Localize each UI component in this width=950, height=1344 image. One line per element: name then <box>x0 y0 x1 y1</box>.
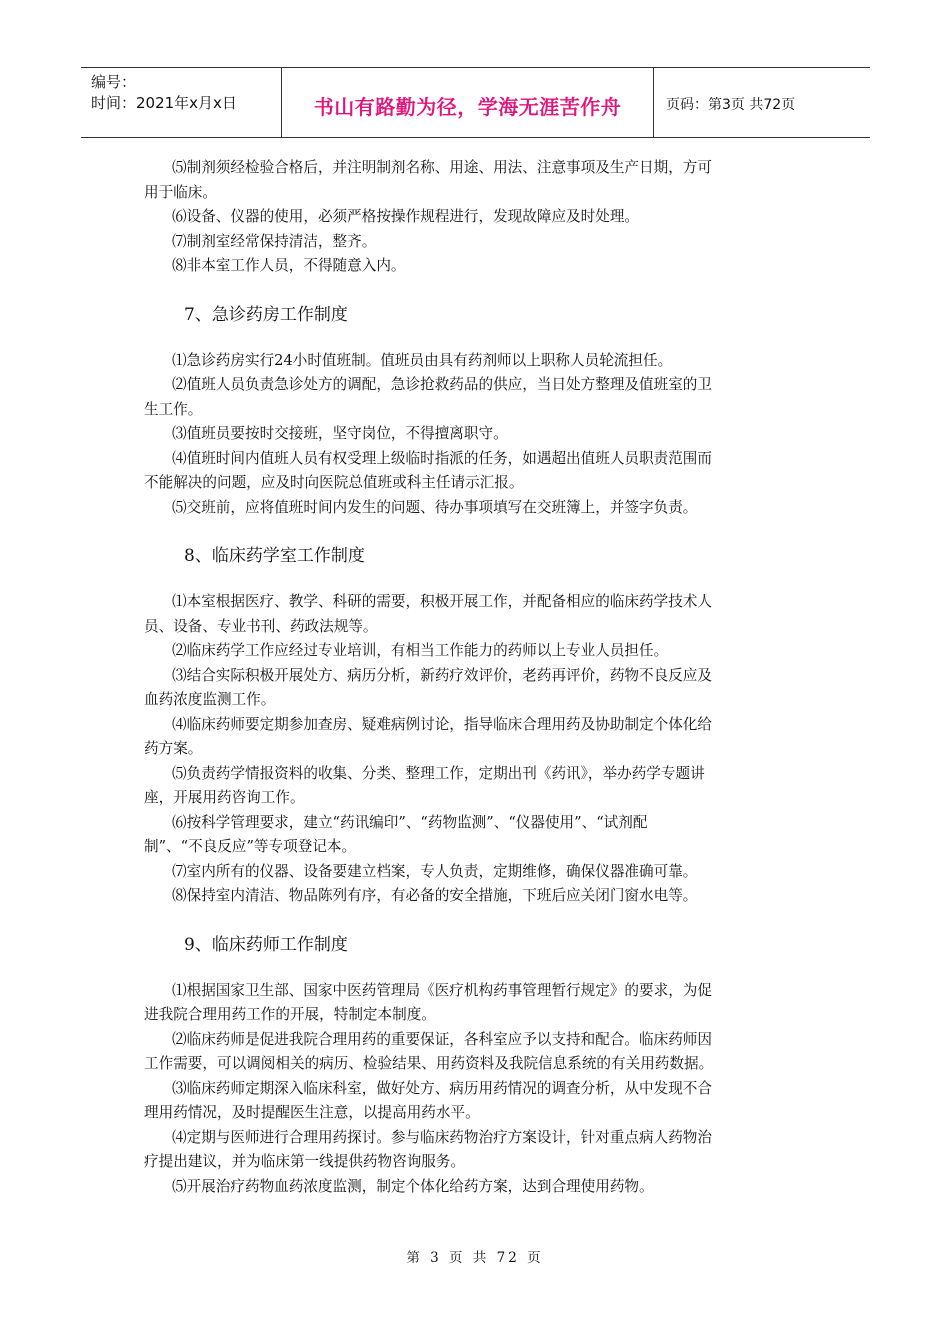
item-line: ⑻非本室工作人员，不得随意入内。 <box>172 257 406 274</box>
list-item <box>144 1126 812 1175</box>
page-footer: 第 3 页 共 72 页 <box>406 1250 544 1266</box>
list-item <box>144 1077 812 1126</box>
item-line: ⑴急诊药房实行24小时值班制。值班员由具有药剂师以上职称人员轮流担任。 <box>172 351 673 369</box>
item-continuation-line: 制”、“不良反应”等专项登记本。 <box>144 838 357 855</box>
list-item <box>144 373 812 422</box>
item-line: ⑵临床药师是促进我院合理用药的重要保证，各科室应予以支持和配合。临床药师因 <box>172 1030 712 1048</box>
item-continuation-line: 理用药情况，及时提醒医生注意，以提高用药水平。 <box>144 1104 480 1121</box>
list-item <box>172 205 812 230</box>
header-page-label: 页码：第3页 共72页 <box>666 96 796 113</box>
item-line: ⑸负责药学情报资料的收集、分类、整理工作，定期出刊《药讯》，举办药学专题讲 <box>172 764 705 782</box>
document-number-label: 编号： <box>91 73 137 91</box>
list-item <box>172 860 812 885</box>
list-item <box>144 713 812 762</box>
item-line: ⑸开展治疗药物血药浓度监测，制定个体化给药方案，达到合理使用药物。 <box>172 1177 654 1195</box>
item-continuation-line: 员、设备、专业书刊、药政法规等。 <box>144 617 378 635</box>
list-item <box>172 884 812 909</box>
list-item <box>144 590 812 639</box>
list-item <box>144 762 812 811</box>
section-heading: 8、临床药学室工作制度 <box>184 546 365 566</box>
page-header <box>81 67 870 138</box>
item-line: ⑺制剂室经常保持清洁，整齐。 <box>172 232 377 250</box>
item-line: ⑻保持室内清洁、物品陈列有序，有必备的安全措施，下班后应关闭门窗水电等。 <box>172 887 698 904</box>
item-line: ⑷值班时间内值班人员有权受理上级临时指派的任务，如遇超出值班人员职责范围而 <box>172 449 712 467</box>
section-heading: 7、急诊药房工作制度 <box>184 304 348 325</box>
item-line: ⑹按科学管理要求，建立“药讯编印”、“药物监测”、“仪器使用”、“试剂配 <box>172 813 648 831</box>
item-line: ⑵临床药学工作应经过专业培训，有相当工作能力的药师以上专业人员担任。 <box>172 642 669 659</box>
item-continuation-line: 疗提出建议，并为临床第一线提供药物咨询服务。 <box>144 1153 466 1170</box>
document-time-label: 时间：2021年x月x日 <box>91 94 237 112</box>
header-motto-cell <box>282 68 654 137</box>
item-continuation-line: 工作需要，可以调阅相关的病历、检验结果、用药资料及我院信息系统的有关用药数据。 <box>144 1055 714 1072</box>
section-heading: 9、临床药师工作制度 <box>184 934 348 955</box>
header-meta <box>81 68 282 137</box>
list-item <box>172 1175 812 1200</box>
list-item <box>172 230 812 255</box>
list-item <box>144 156 812 205</box>
item-line: ⑶结合实际积极开展处方、病历分析，新药疗效评价，老药再评价，药物不良反应及 <box>172 666 712 684</box>
item-line: ⑸交班前，应将值班时间内发生的问题、待办事项填写在交班簿上，并签字负责。 <box>172 498 698 516</box>
item-line: ⑺室内所有的仪器、设备要建立档案，专人负责，定期维修，确保仪器准确可靠。 <box>172 862 698 880</box>
item-continuation-line: 生工作。 <box>144 400 203 418</box>
item-continuation-line: 药方案。 <box>144 740 203 757</box>
item-line: ⑷临床药师要定期参加查房、疑难病例讨论，指导临床合理用药及协助制定个体化给 <box>172 715 712 733</box>
item-line: ⑵值班人员负责急诊处方的调配，急诊抢救药品的供应，当日处方整理及值班室的卫 <box>172 376 712 393</box>
header-motto: 书山有路勤为径，学海无涯苦作舟 <box>313 95 622 119</box>
list-item <box>144 447 812 496</box>
header-page-cell <box>654 68 870 137</box>
list-item <box>144 811 812 860</box>
list-item <box>144 1028 812 1077</box>
item-continuation-line: 座，开展用药咨询工作。 <box>144 789 305 806</box>
list-item <box>172 349 812 374</box>
item-line: ⑸制剂须经检验合格后，并注明制剂名称、用途、用法、注意事项及生产日期，方可 <box>172 159 712 176</box>
item-line: ⑶值班员要按时交接班，坚守岗位，不得擅离职守。 <box>172 425 508 442</box>
list-item <box>172 639 812 664</box>
item-line: ⑹设备、仪器的使用，必须严格按操作规程进行，发现故障应及时处理。 <box>172 208 640 225</box>
list-item <box>172 422 812 447</box>
list-item <box>172 254 812 279</box>
item-continuation-line: 用于临床。 <box>144 183 217 201</box>
item-line: ⑶临床药师定期深入临床科室，做好处方、病历用药情况的调查分析，从中发现不合 <box>172 1079 712 1097</box>
document-body <box>144 156 812 1199</box>
item-line: ⑴根据国家卫生部、国家中医药管理局《医疗机构药事管理暂行规定》的要求，为促 <box>172 981 712 999</box>
item-line: ⑷定期与医师进行合理用药探讨。参与临床药物治疗方案设计，针对重点病人药物治 <box>172 1128 712 1146</box>
item-continuation-line: 进我院合理用药工作的开展，特制定本制度。 <box>144 1006 436 1023</box>
item-continuation-line: 不能解决的问题，应及时向医院总值班或科主任请示汇报。 <box>144 474 524 491</box>
list-item <box>144 664 812 713</box>
list-item <box>172 496 812 521</box>
item-line: ⑴本室根据医疗、教学、科研的需要，积极开展工作，并配备相应的临床药学技术人 <box>172 593 712 610</box>
list-item <box>144 979 812 1028</box>
item-continuation-line: 血药浓度监测工作。 <box>144 691 276 708</box>
